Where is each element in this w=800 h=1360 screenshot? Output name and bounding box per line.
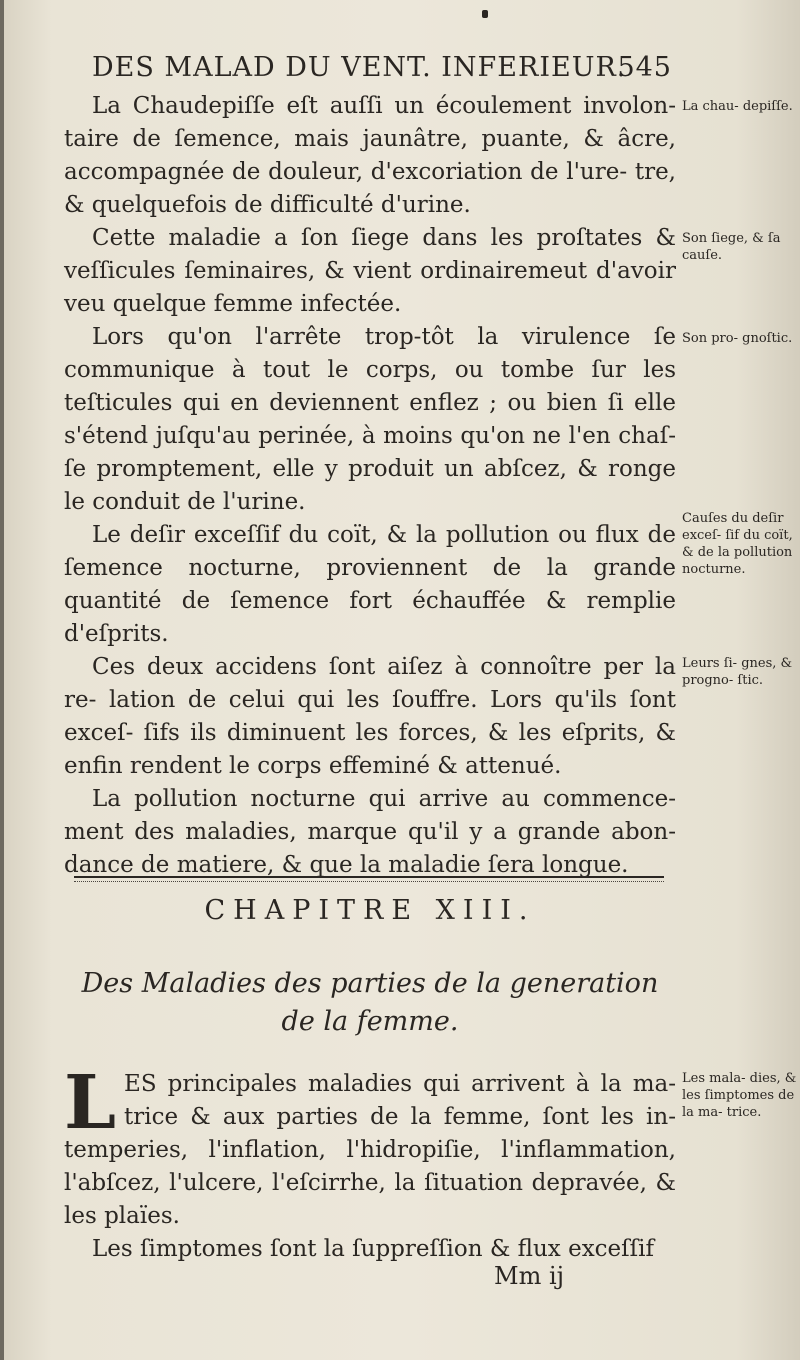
chapter-title: Des Maladies des parties de la generation de la femme.	[81, 968, 659, 1037]
ink-mark	[482, 10, 488, 18]
paragraph: La pollution nocturne qui arrive au commence- ment des maladies, marque qu'il y a grande abon- dance de matiere, & que la maladie ſera longue.	[64, 786, 676, 878]
margin-note: La chau- depiſſe.	[682, 99, 793, 114]
margin-note: Son ſiege, & ſa cauſe.	[682, 231, 781, 263]
chapter-heading: CHAPITRE XIII.	[204, 895, 536, 926]
drop-cap: L	[64, 1060, 117, 1146]
chapter-text	[64, 1060, 676, 1266]
chapter-paragraph	[64, 1060, 676, 1233]
signature-mark: Mm ij	[494, 1262, 565, 1290]
margin-note: Cauſes du deſir exceſ- ſif du coït, & de la pollution nocturne.	[682, 511, 793, 577]
margin-note: Les mala- dies, & les ſimptomes de la ma- trice.	[682, 1071, 797, 1120]
paragraph: Le deſir exceſſif du coït, & la pollution ou flux de ſemence nocturne, proviennent de la grande quantité de ſemence fort échauffée & remplie d'eſprits.	[64, 522, 676, 647]
chapter-paragraph-text: ES principales maladies qui arrivent à la ma- trice & aux parties de la femme, ſont les in- temperies, l'inflation, l'hidropiſie, l'inflammation, l'abſcez, l'ulcere, l'eſcirrhe, la ſituation depravée, & les plaïes.	[64, 1071, 676, 1229]
header-title: DES MALAD DU VENT. INFERIEUR.	[92, 52, 627, 83]
paragraph: Lors qu'on l'arrête trop-tôt la virulence ſe communique à tout le corps, ou tombe ſur les teſticules qui en deviennent enflez ; ou bien ſi elle s'étend juſqu'au perinée, à moins qu'on ne l'en chaſ- ſe promptement, elle y produit un abſcez, & ronge le conduit de l'urine.	[64, 324, 676, 515]
paragraph: Cette maladie a ſon ſiege dans les proſtates & veſſicules ſeminaires, & vient ordinairemeut d'avoir veu quelque femme infectée.	[64, 225, 676, 317]
section-rule	[74, 876, 664, 878]
text-block	[64, 90, 676, 882]
margin-note: Son pro- gnoſtic.	[682, 331, 793, 346]
chapter-paragraph: Les ſimptomes ſont la ſuppreſſion & flux exceſſif	[92, 1236, 655, 1262]
section-rule-dotted	[74, 881, 664, 882]
paragraph: Ces deux accidens ſont aiſez à connoître per la re- lation de celui qui les ſouffre. Lors qu'ils ſont exceſ- ſifs ils diminuent les forces, & les eſprits, & enfin rendent le corps effeminé & attenué.	[64, 654, 676, 779]
page-number: 545	[617, 52, 672, 83]
paragraph: La Chaudepiſſe eſt auſſi un écoulement involon- taire de ſemence, mais jaunâtre, puante, & âcre, accompagnée de douleur, d'excoriation de l'ure- tre, & quelquefois de difficulté d'urine.	[64, 93, 676, 218]
margin-note: Leurs ſi- gnes, & progno- ſtic.	[682, 656, 793, 688]
running-header	[92, 52, 672, 83]
